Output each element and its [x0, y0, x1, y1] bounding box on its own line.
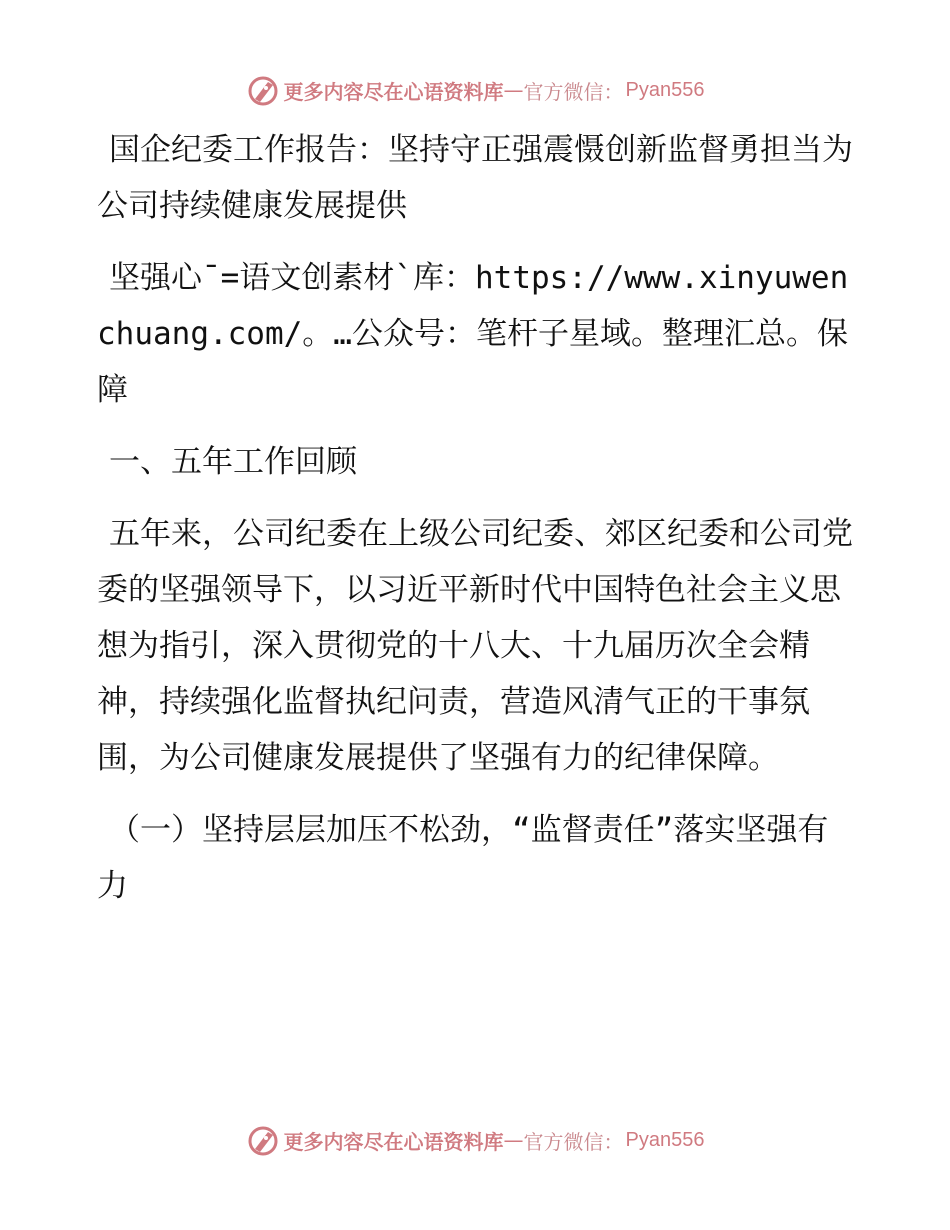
- pen-nib-circle-icon: [246, 1123, 280, 1157]
- document-title: 国企纪委工作报告：坚持守正强震慑创新监督勇担当为公司持续健康发展提供: [97, 132, 853, 224]
- footer-watermark: [0, 1120, 950, 1160]
- document-body: [97, 122, 857, 930]
- watermark-label: 官方微信：: [523, 79, 624, 104]
- watermark-wechat-id: Pyan556: [625, 1128, 705, 1151]
- intro-paragraph: 五年来，公司纪委在上级公司纪委、郊区纪委和公司党委的坚强领导下，以习近平新时代中国特色社会主义思想为指引，深入贯彻党的十八大、十九届历次全会精神，持续强化监督执纪问责，营造风清气正的干事氛围，为公司健康发展提供了坚强有力的纪律保障。: [97, 516, 853, 776]
- source-line: 坚强心¯=语文创素材`库：https://www.xinyuwenchuang.com/。…公众号：笔杆子星域。整理汇总。保障: [97, 260, 849, 408]
- section-heading: 一、五年工作回顾: [109, 444, 357, 480]
- header-watermark: [0, 70, 950, 110]
- subsection-heading: （一）坚持层层加压不松劲，“监督责任”落实坚强有力: [97, 812, 829, 904]
- watermark-separator: —: [503, 78, 524, 102]
- pen-nib-circle-icon: [246, 73, 280, 107]
- watermark-separator: —: [503, 1128, 524, 1152]
- watermark-wechat-id: Pyan556: [625, 78, 705, 101]
- watermark-label: 官方微信：: [523, 1129, 624, 1154]
- watermark-brand: 更多内容尽在心语资料库: [283, 79, 504, 104]
- watermark-brand: 更多内容尽在心语资料库: [283, 1129, 504, 1154]
